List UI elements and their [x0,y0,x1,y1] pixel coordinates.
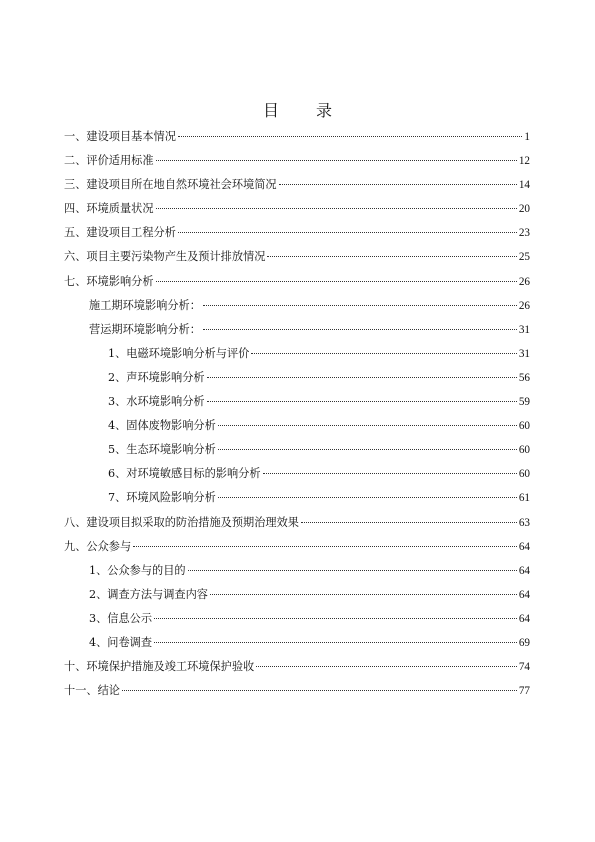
toc-entry[interactable] [64,655,530,679]
toc-entry[interactable] [64,390,530,414]
toc-entry-label: 七、环境影响分析 [64,274,154,288]
toc-page-number: 63 [518,516,530,529]
toc-entry-label: 十、环境保护措施及竣工环境保护验收 [64,660,255,674]
toc-page-number: 60 [518,444,530,457]
toc-entry-label: 八、建设项目拟采取的防治措施及预期治理效果 [64,515,299,529]
toc-page-number: 31 [518,323,530,336]
toc-entry-label: 3、水环境影响分析 [108,395,205,409]
toc-leader-dots [301,521,517,523]
toc-leader-dots [263,472,517,474]
toc-page-number: 59 [518,396,530,409]
toc-page-number: 1 [524,131,530,143]
toc-entry-label: 2、声环境影响分析 [108,370,205,384]
toc-leader-dots [156,159,517,161]
toc-page-number: 26 [518,275,530,288]
toc-entry-label: 六、项目主要污染物产生及预计排放情况 [64,250,266,264]
toc-entry-label: 三、建设项目所在地自然环境社会环境简况 [64,178,277,192]
toc-entry[interactable] [64,607,530,631]
toc-entry[interactable] [64,414,530,438]
toc-entry[interactable] [64,173,530,197]
toc-entry[interactable] [64,631,530,655]
toc-page-number: 69 [518,636,530,649]
toc-page-number: 23 [518,227,530,240]
toc-leader-dots [178,135,523,137]
toc-page-number: 31 [518,347,530,360]
toc-entry[interactable] [64,462,530,486]
toc-leader-dots [154,641,517,643]
toc-leader-dots [267,255,516,257]
toc-page-number: 12 [518,155,530,168]
toc-leader-dots [218,448,517,450]
toc-entry[interactable] [64,245,530,269]
toc-leader-dots [203,304,517,306]
toc-page-number: 60 [518,468,530,481]
toc-page-number: 14 [518,179,530,192]
toc-entry[interactable] [64,511,530,535]
toc-entry[interactable] [64,125,530,149]
toc-entry-label: 九、公众参与 [64,539,132,553]
toc-entry[interactable] [64,583,530,607]
toc-leader-dots [154,617,517,619]
toc-page-number: 64 [518,612,530,625]
toc-entry[interactable] [64,342,530,366]
toc-leader-dots [207,376,517,378]
toc-leader-dots [122,689,517,691]
toc-entry-label: 四、环境质量状况 [64,202,154,216]
toc-page-number: 56 [518,371,530,384]
toc-page-number: 25 [518,251,530,264]
toc-leader-dots [156,207,517,209]
toc-entry-label: 二、评价适用标准 [64,154,154,168]
toc-entry-label: 3、信息公示 [89,611,153,625]
toc-entry[interactable] [64,270,530,294]
toc-entry-label: 五、建设项目工程分析 [64,226,176,240]
toc-leader-dots [133,545,517,547]
toc-leader-dots [256,665,517,667]
toc-page-number: 74 [518,661,530,674]
toc-entry-label: 营运期环境影响分析： [89,322,201,336]
toc-leader-dots [188,569,517,571]
toc-title: 目 录 [262,101,349,120]
toc-entry-label: 施工期环境影响分析： [89,298,201,312]
toc-entry[interactable] [64,221,530,245]
toc-page-number: 20 [518,203,530,216]
toc-page-number: 77 [518,685,530,698]
toc-entry-label: 1、公众参与的目的 [89,563,186,577]
toc-page-number: 64 [518,588,530,601]
toc-entry[interactable] [64,438,530,462]
toc-entry[interactable] [64,197,530,221]
toc-entry-label: 十一、结论 [64,684,120,698]
toc-entry-label: 5、生态环境影响分析 [108,443,216,457]
toc-entry-label: 4、问卷调查 [89,635,153,649]
toc-entry[interactable] [64,486,530,510]
toc-entry[interactable] [64,294,530,318]
toc-entry-label: 2、调查方法与调查内容 [89,587,208,601]
toc-entry-label: 7、环境风险影响分析 [108,491,216,505]
toc-entry[interactable] [64,535,530,559]
toc-leader-dots [207,400,517,402]
toc-page-number: 26 [518,299,530,312]
toc-leader-dots [203,328,517,330]
toc-entry-label: 1、电磁环境影响分析与评价 [108,346,250,360]
toc-page-number: 60 [518,420,530,433]
toc-page-number: 64 [518,540,530,553]
toc-leader-dots [178,231,517,233]
toc-page-number: 61 [518,492,530,505]
toc-entry[interactable] [64,679,530,703]
toc-entry[interactable] [64,149,530,173]
toc-entry-label: 4、固体废物影响分析 [108,419,216,433]
toc-page-number: 64 [518,564,530,577]
toc-leader-dots [218,496,517,498]
table-of-contents [64,125,530,703]
toc-entry[interactable] [64,366,530,390]
toc-entry[interactable] [64,318,530,342]
toc-leader-dots [210,593,517,595]
toc-leader-dots [251,352,516,354]
toc-entry-label: 6、对环境敏感目标的影响分析 [108,467,261,481]
toc-entry-label: 一、建设项目基本情况 [64,130,176,143]
toc-entry[interactable] [64,559,530,583]
toc-leader-dots [156,280,517,282]
toc-leader-dots [218,424,517,426]
toc-leader-dots [279,183,517,185]
